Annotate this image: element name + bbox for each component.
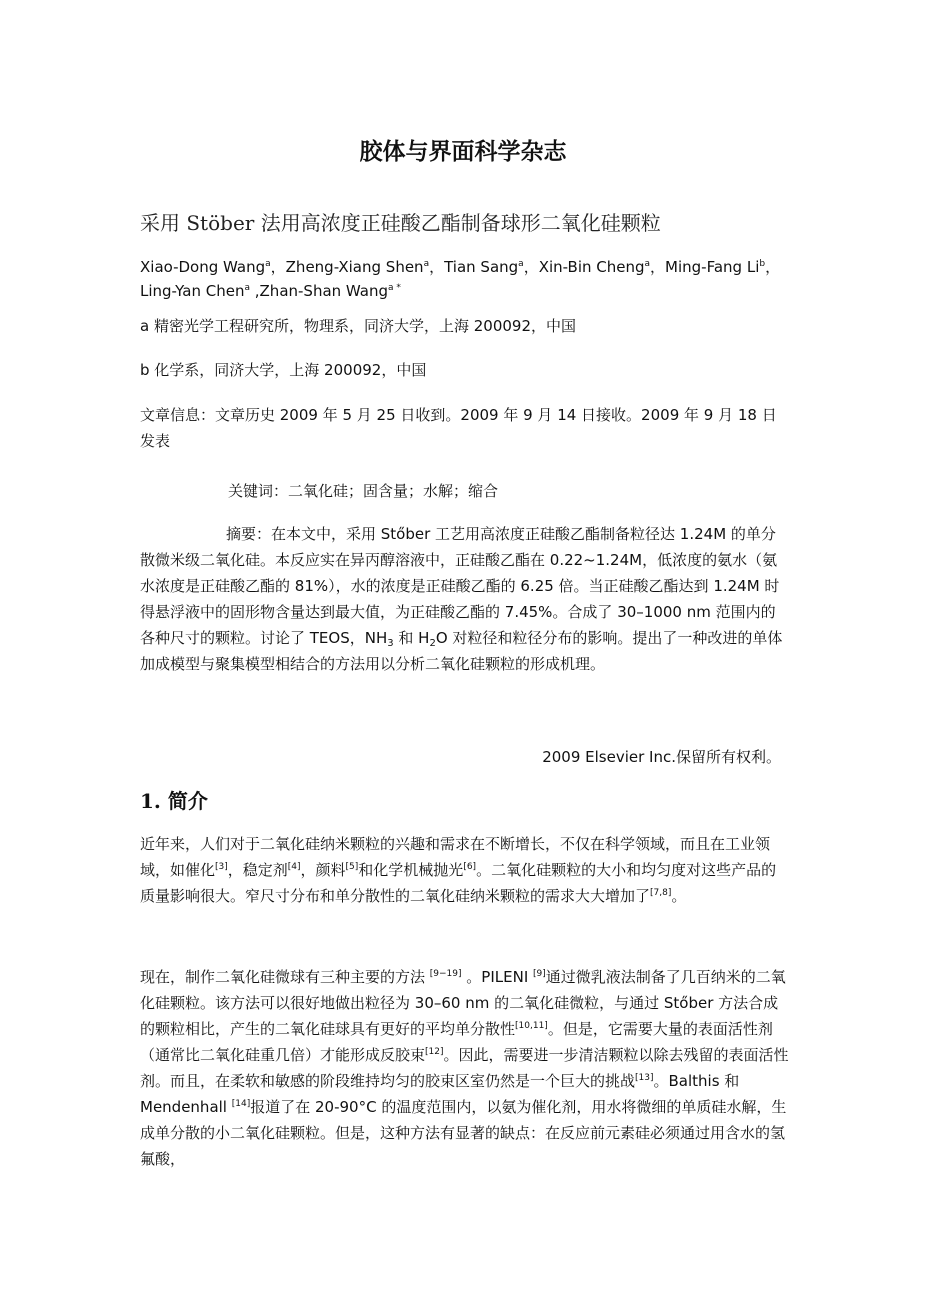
- author-name: Ming-Fang Li: [665, 258, 760, 276]
- author-separator: ,: [249, 282, 260, 300]
- section-heading: 1. 简介: [140, 789, 208, 813]
- abstract-text-2: 和 H: [393, 629, 430, 647]
- citation-ref: [13]: [635, 1073, 654, 1083]
- copyright-notice: 2009 Elsevier Inc.保留所有权利。: [542, 748, 781, 766]
- abstract: [140, 521, 790, 677]
- paragraph-text: 通过微乳液法制备了几百纳米的二氧化硅颗粒。该方法可以很好地做出粒径为 30–60 nm 的二氧化硅微粒，与通过 Stőber 方法合成的颗粒相比，产生的二氧化硅球具有更好的平均单分散性: [140, 968, 786, 1038]
- author-affiliation-mark: a: [644, 259, 651, 269]
- citation-ref: [7,8]: [650, 888, 672, 898]
- paragraph-1: [140, 831, 790, 909]
- author-name: Tian Sang: [444, 258, 519, 276]
- paragraph-text: 和化学机械抛光: [358, 861, 464, 879]
- paragraph-text: ，稳定剂: [227, 861, 288, 879]
- author-affiliation-mark: a: [244, 283, 250, 293]
- paragraph-text: 近年来，人们对于二氧化硅纳米颗粒的兴趣和需求在不断增长，不仅在科学领域，而且在工业领域，如催化: [140, 835, 771, 879]
- paragraph-2: [140, 964, 790, 1172]
- author-affiliation-mark: b: [759, 259, 766, 269]
- author-name: Ling-Yan Chen: [140, 282, 245, 300]
- citation-ref: [9−19]: [429, 969, 462, 979]
- author-separator: ，: [270, 258, 286, 276]
- author-affiliation-mark: a: [265, 259, 271, 269]
- author-separator: ，: [523, 258, 539, 276]
- abstract-text-1: 摘要：在本文中，采用 Stőber 工艺用高浓度正硅酸乙酯制备粒径达 1.24M 的单分散微米级二氧化硅。本反应实在异丙醇溶液中，正硅酸乙酯在 0.22~1.24M，低浓度的氨水（氨水浓度是正硅酸乙酯的 81%），水的浓度是正硅酸乙酯的 6.25 倍。当正硅酸乙酯达到 1.24M 时得悬浮液中的固形物含量达到最大值，为正硅酸乙酯的 7.45%。合成了 30–1000 nm 范围内的各种尺寸的颗粒。讨论了 TEOS，NH: [140, 525, 780, 647]
- article-info: 文章信息：文章历史 2009 年 5 月 25 日收到。2009 年 9 月 14 日接收。2009 年 9 月 18 日发表: [140, 406, 777, 450]
- paragraph-text: 。因此，需要进一步清洁颗粒以除去残留的表面活性剂。而且，在柔软和敏感的阶段维持均匀的胶束区室仍然是一个巨大的挑战: [140, 1046, 789, 1090]
- affiliation-a: a 精密光学工程研究所，物理系，同济大学，上海 200092，中国: [140, 317, 576, 335]
- author-name: Xiao-Dong Wang: [140, 258, 266, 276]
- paragraph-text: 。: [671, 887, 687, 905]
- author-separator: ，: [429, 258, 445, 276]
- paragraph-text: 。二氧化硅颗粒的大小和均匀度对这些产品的质量影响很大。窄尺寸分布和单分散性的二氧化硅纳米颗粒的需求大大增加了: [140, 861, 777, 905]
- author-separator: ，: [765, 258, 781, 276]
- author-separator: ，: [650, 258, 666, 276]
- paragraph-text: 。PILENI: [461, 968, 534, 986]
- author-affiliation-mark: a: [518, 259, 524, 269]
- citation-ref: [9]: [533, 969, 546, 979]
- subscript-3: 3: [387, 638, 394, 649]
- abstract-text-3: O 对粒径和粒径分布的影响。提出了一种改进的单体加成模型与聚集模型相结合的方法用以分析二氧化硅颗粒的形成机理。: [140, 629, 783, 673]
- citation-ref: [14]: [231, 1099, 251, 1109]
- article-title: 采用 Stöber 法用高浓度正硅酸乙酯制备球形二氧化硅颗粒: [140, 211, 661, 235]
- paragraph-text: 。但是，它需要大量的表面活性剂（通常比二氧化硅重几倍）才能形成反胶束: [140, 1020, 773, 1064]
- paragraph-text: 。Balthis 和 Mendenhall: [140, 1072, 740, 1116]
- citation-ref: [6]: [463, 862, 477, 872]
- author-affiliation-mark: a *: [388, 283, 401, 293]
- paragraph-text: ，颜料: [300, 861, 346, 879]
- keywords: 关键词：二氧化硅；固含量；水解；缩合: [228, 482, 499, 500]
- paragraph-text: 报道了在 20-90°C 的温度范围内，以氨为催化剂，用水将微细的单质硅水解，生成单分散的小二氧化硅颗粒。但是，这种方法有显著的缺点：在反应前元素硅必须通过用含水的氢氟酸，: [140, 1098, 787, 1168]
- author-name: Zhan-Shan Wang: [259, 282, 389, 300]
- author-name: Zheng-Xiang Shen: [285, 258, 424, 276]
- paragraph-text: 现在，制作二氧化硅微球有三种主要的方法: [140, 968, 430, 986]
- citation-ref: [4]: [287, 862, 301, 872]
- affiliation-b: b 化学系，同济大学，上海 200092，中国: [140, 361, 427, 379]
- citation-ref: [12]: [425, 1047, 444, 1057]
- author-list: [140, 255, 790, 303]
- citation-ref: [5]: [345, 862, 359, 872]
- journal-title: 胶体与界面科学杂志: [359, 138, 567, 165]
- citation-ref: [10,11]: [515, 1021, 548, 1031]
- author-name: Xin-Bin Cheng: [538, 258, 645, 276]
- citation-ref: [3]: [215, 862, 228, 872]
- subscript-2: 2: [429, 638, 436, 649]
- author-affiliation-mark: a: [423, 259, 430, 269]
